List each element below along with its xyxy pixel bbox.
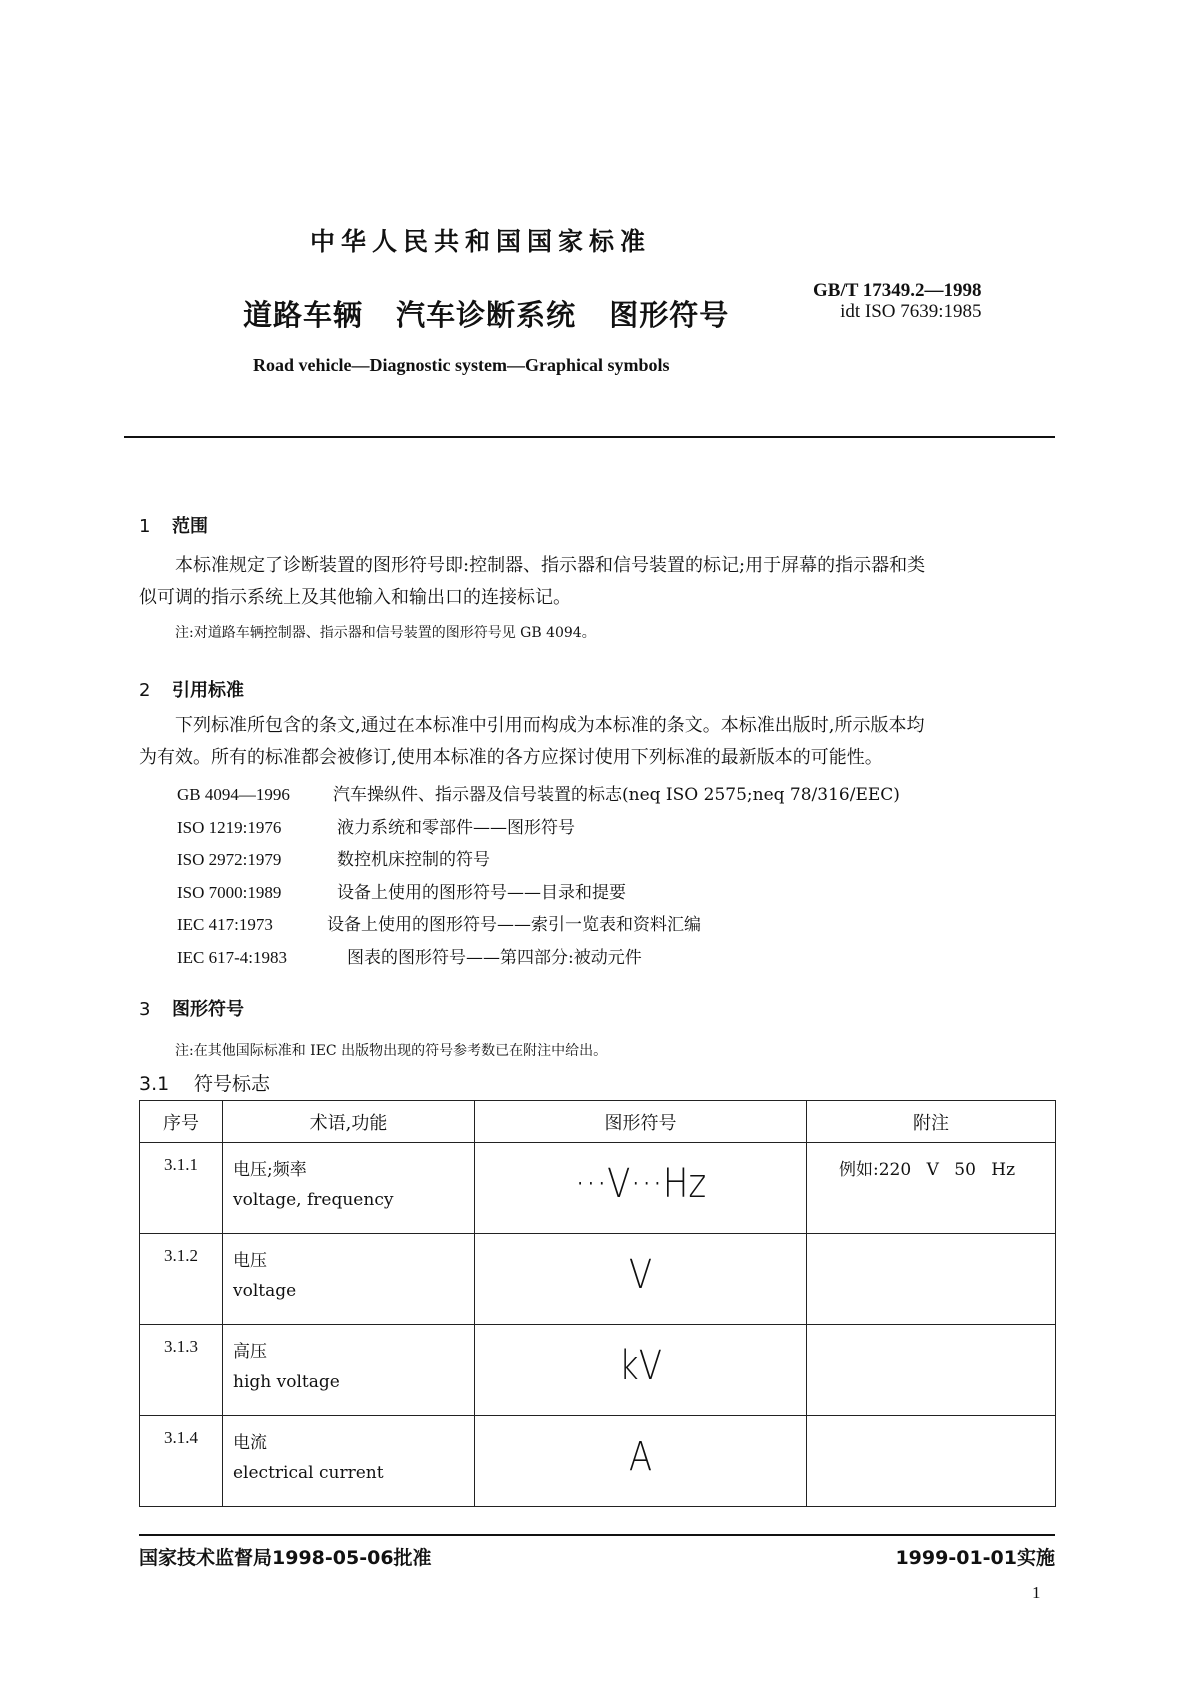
section-3-note: 注:在其他国际标准和 IEC 出版物出现的符号参考数已在附注中给出。 [175,1043,608,1059]
table-row [140,1143,1056,1234]
subsection-title: 符号标志 [194,1073,271,1095]
paragraph-line: 似可调的指示系统上及其他输入和输出口的连接标记。 [139,587,571,608]
table-header-row [140,1101,1056,1143]
row-number: 3.1.3 [140,1325,223,1416]
current-symbol-icon: A [628,1434,653,1480]
paragraph-line: 下列标准所包含的条文,通过在本标准中引用而构成为本标准的条文。本标准出版时,所示版本均 [175,715,925,736]
reference-item [177,943,642,968]
row-symbol [475,1325,807,1416]
section-2-paragraph [139,710,1069,774]
header-divider [124,436,1055,438]
approval-date: 国家技术监督局1998-05-06批准 [139,1547,432,1569]
reference-title: 设备上使用的图形符号——目录和提要 [337,883,626,903]
footer-divider [139,1534,1055,1536]
table-row [140,1416,1056,1507]
reference-item [177,910,701,935]
reference-title: 液力系统和零部件——图形符号 [337,818,575,838]
reference-code: IEC 417:1973 [177,915,273,934]
reference-code: IEC 617-4:1983 [177,948,288,967]
section-number: 3 [139,999,151,1020]
paragraph-line: 本标准规定了诊断装置的图形符号即:控制器、指示器和信号装置的标记;用于屏幕的指示器和类 [175,555,926,576]
reference-code: GB 4094—1996 [177,785,290,804]
reference-item [177,845,490,870]
subsection-number: 3.1 [139,1073,170,1095]
term-zh: 电流 [233,1433,267,1453]
standard-code: GB/T 17349.2—1998 [813,280,982,301]
section-title: 范围 [172,516,208,537]
term-zh: 电压;频率 [233,1160,307,1180]
reference-code: ISO 7000:1989 [177,883,282,902]
voltage-frequency-symbol-icon: ···V···Hz [574,1161,707,1207]
section-2-heading [139,676,244,702]
row-term [223,1416,475,1507]
section-number: 1 [139,516,151,537]
note-text: 例如:220 V 50 Hz [839,1160,1016,1180]
column-header-number: 序号 [140,1101,223,1143]
term-zh: 高压 [233,1342,267,1362]
row-term [223,1143,475,1234]
row-term [223,1325,475,1416]
section-title: 图形符号 [172,999,244,1020]
term-en: high voltage [233,1372,340,1392]
column-header-symbol: 图形符号 [475,1101,807,1143]
document-title-en: Road vehicle—Diagnostic system—Graphical symbols [253,355,670,375]
reference-title: 汽车操纵件、指示器及信号装置的标志(neq ISO 2575;neq 78/316/EEC) [333,785,900,805]
document-title-zh: 道路车辆 汽车诊断系统 图形符号 [243,298,730,332]
reference-code: ISO 2972:1979 [177,850,282,869]
term-en: electrical current [233,1463,384,1483]
term-en: voltage [233,1281,297,1301]
section-1-heading [139,512,208,538]
reference-item [177,780,900,805]
table-row [140,1234,1056,1325]
row-number: 3.1.2 [140,1234,223,1325]
subsection-3-1-heading [139,1069,270,1096]
reference-item [177,813,575,838]
table-row [140,1325,1056,1416]
row-symbol [475,1416,807,1507]
reference-item [177,878,626,903]
reference-code: ISO 1219:1976 [177,818,282,837]
reference-title: 图表的图形符号——第四部分:被动元件 [347,948,642,968]
section-3-heading [139,995,244,1021]
reference-title: 设备上使用的图形符号——索引一览表和资料汇编 [327,915,701,935]
graphical-symbols-table [139,1100,1056,1507]
section-1-note: 注:对道路车辆控制器、指示器和信号装置的图形符号见 GB 4094。 [175,625,596,641]
row-symbol [475,1143,807,1234]
high-voltage-symbol-icon: kV [619,1343,662,1389]
section-title: 引用标准 [172,680,244,701]
section-1-paragraph [139,550,1069,614]
term-en: voltage, frequency [233,1190,394,1210]
national-standard-heading: 中华人民共和国国家标准 [309,227,651,256]
column-header-note: 附注 [807,1101,1056,1143]
note-text [807,1234,1055,1246]
section-number: 2 [139,680,151,701]
row-number: 3.1.4 [140,1416,223,1507]
iso-equivalent: idt ISO 7639:1985 [840,301,982,322]
page-number: 1 [1032,1583,1041,1602]
implementation-date: 1999-01-01实施 [895,1547,1055,1569]
paragraph-line: 为有效。所有的标准都会被修订,使用本标准的各方应探讨使用下列标准的最新版本的可能性。 [139,747,883,768]
standard-code-block [813,280,982,322]
row-term [223,1234,475,1325]
row-note [807,1234,1056,1325]
row-note [807,1325,1056,1416]
row-note [807,1416,1056,1507]
reference-title: 数控机床控制的符号 [337,850,490,870]
row-note [807,1143,1056,1234]
voltage-symbol-icon: V [628,1252,653,1298]
column-header-term: 术语,功能 [223,1101,475,1143]
note-text [807,1325,1055,1337]
note-text [807,1416,1055,1428]
row-number: 3.1.1 [140,1143,223,1234]
term-zh: 电压 [233,1251,267,1271]
row-symbol [475,1234,807,1325]
